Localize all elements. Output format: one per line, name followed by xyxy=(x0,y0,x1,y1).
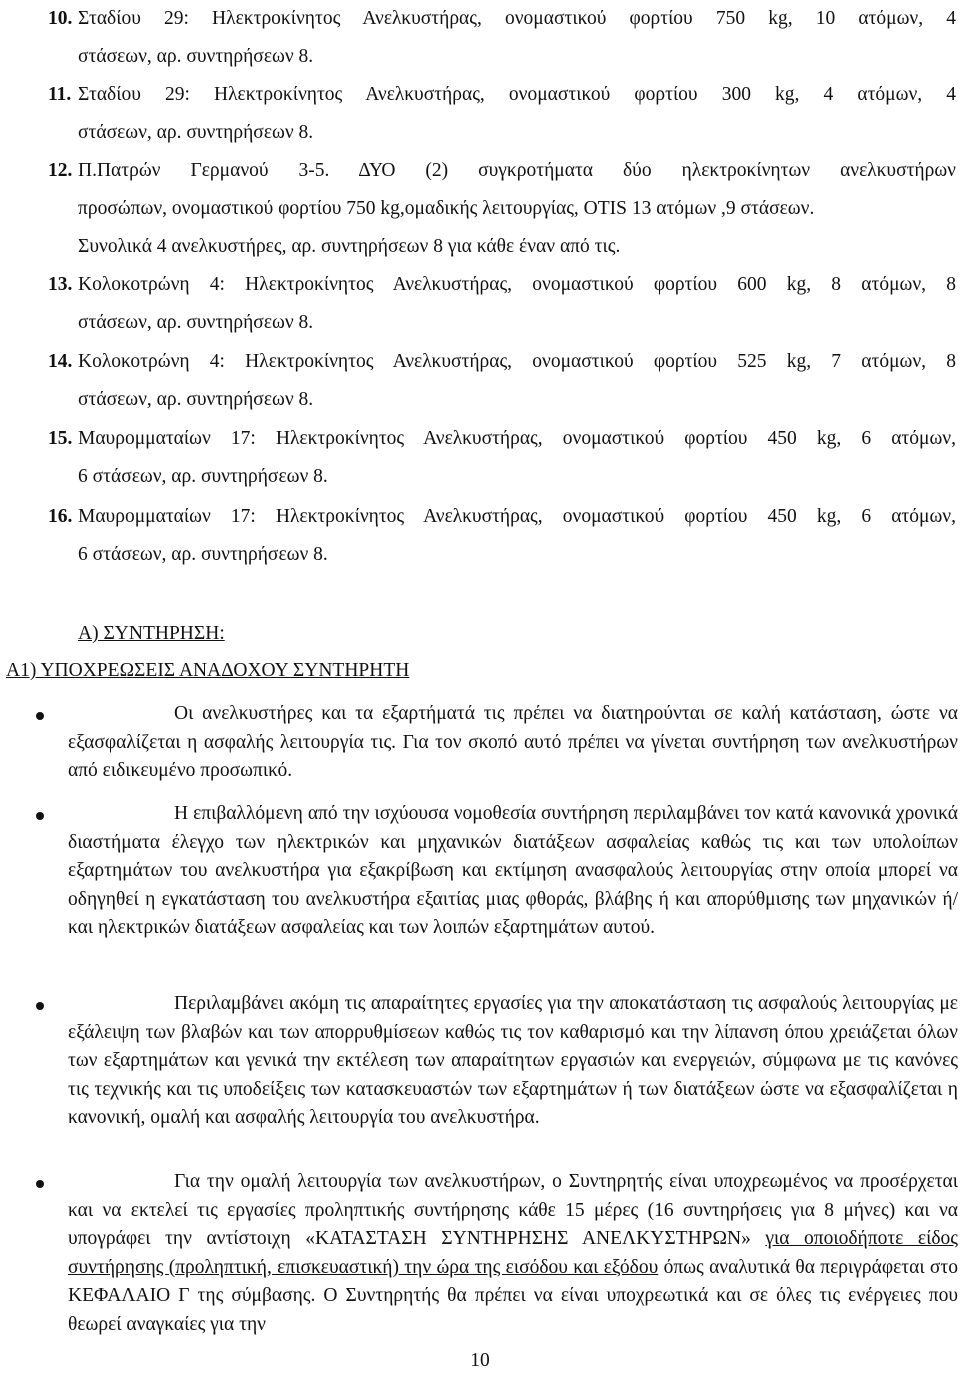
bullet-icon xyxy=(36,1180,44,1188)
item-text: Σταδίου 29: Ηλεκτροκίνητος Ανελκυστήρας, ονομαστικού φορτίου 300 kg, 4 ατόμων, 4 xyxy=(78,84,956,105)
underlined-text: για οποιοδήποτε είδος συντήρησης (προληπτική, επισκευαστική) την ώρα της εισόδου και εξόδου xyxy=(68,1228,958,1278)
item-text-continued: στάσεων, αρ. συντηρήσεων 8. xyxy=(78,312,314,333)
paragraph-text: Οι ανελκυστήρες και τα εξαρτήματά τις πρέπει να διατηρούνται σε καλή κατάσταση, ώστε να εξασφαλίζεται η ασφαλής λειτουργία τις. Για τον σκοπό αυτό πρέπει να γίνεται συντήρηση των ανελκυστήρων από ειδικευμένο προσωπικό. xyxy=(68,703,958,782)
subsection-heading: Α1) ΥΠΟΧΡΕΩΣΕΙΣ ΑΝΑΔΟΧΟΥ ΣΥΝΤΗΡΗΤΗ xyxy=(6,660,410,681)
item-text-continued: 6 στάσεων, αρ. συντηρήσεων 8. xyxy=(78,466,328,487)
item-text: Μαυρομματαίων 17: Ηλεκτροκίνητος Ανελκυστήρας, ονομαστικού φορτίου 450 kg, 6 ατόμων, xyxy=(78,506,956,527)
item-text: Μαυρομματαίων 17: Ηλεκτροκίνητος Ανελκυστήρας, ονομαστικού φορτίου 450 kg, 6 ατόμων, xyxy=(78,428,956,449)
item-text-continued: 6 στάσεων, αρ. συντηρήσεων 8. xyxy=(78,544,328,565)
item-text: Σταδίου 29: Ηλεκτροκίνητος Ανελκυστήρας, ονομαστικού φορτίου 750 kg, 10 ατόμων, 4 xyxy=(78,8,956,29)
bullet-icon xyxy=(36,712,44,720)
paragraph-text: Η επιβαλλόμενη από την ισχύουσα νομοθεσία συντήρηση περιλαμβάνει τον κατά κανονικά χρονικά διαστήματα έλεγχο των ηλεκτρικών και μηχανικών διατάξεων ασφαλείας καθώς τις και των υπολοίπων εξαρτημάτων του ανελκυστήρα για εξακρίβωση και εκτίμηση ανασφαλούς λειτουργίας στην οποία μπορεί να οδηγηθεί η εγκατάσταση του ανελκυστήρα εξαιτίας μιας φθοράς, βλάβης ή και απορύθμισης των μηχανικών ή/και ηλεκτρικών διατάξεων ασφαλείας και των λοιπών εξαρτημάτων αυτού. xyxy=(68,803,958,939)
item-number: 15. xyxy=(48,428,73,449)
page-number: 10 xyxy=(470,1350,490,1371)
item-number: 12. xyxy=(48,160,73,181)
item-text-continued: προσώπων, ονομαστικού φορτίου 750 kg,ομαδικής λειτουργίας, OTIS 13 ατόμων ,9 στάσεων. xyxy=(78,198,815,219)
item-number: 10. xyxy=(48,8,73,29)
item-text-continued: στάσεων, αρ. συντηρήσεων 8. xyxy=(78,46,314,67)
item-text: Κολοκοτρώνη 4: Ηλεκτροκίνητος Ανελκυστήρας, ονομαστικού φορτίου 525 kg, 7 ατόμων, 8 xyxy=(78,351,956,372)
item-text-continued: Συνολικά 4 ανελκυστήρες, αρ. συντηρήσεων 8 για κάθε έναν από τις. xyxy=(78,236,621,257)
item-text: Κολοκοτρώνη 4: Ηλεκτροκίνητος Ανελκυστήρας, ονομαστικού φορτίου 600 kg, 8 ατόμων, 8 xyxy=(78,274,956,295)
list-item xyxy=(0,498,958,574)
list-item xyxy=(0,266,958,342)
list-item xyxy=(0,76,958,152)
list-item xyxy=(0,420,958,496)
bullet-icon xyxy=(36,1002,44,1010)
paragraph-text-continued: όπως αναλυτικά θα περιγράφεται στο ΚΕΦΑΛΑΙΟ Γ της σύμβασης. Ο Συντηρητής θα πρέπει να είναι υποχρεωτικά και σε όλες τις ενέργειες που θεωρεί αναγκαίες για την xyxy=(68,1256,959,1335)
paragraph-text: Περιλαμβάνει ακόμη τις απαραίτητες εργασίες για την αποκατάσταση τις ασφαλούς λειτουργίας με εξάλειψη των βλαβών και των απορρυθμίσεων καθώς τις τον καθαρισμό και την λίπανση όπου χρειάζεται όλων των εξαρτημάτων και γενικά την εκτέλεση των απαραίτητων εργασιών και ενεργειών, σύμφωνα με τις κανόνες τις τεχνικής και τις υποδείξεις των κατασκευαστών των εξαρτημάτων ή των διατάξεων ώστε να εξασφαλίζεται η κανονική, ομαλή και ασφαλής λειτουργία του ανελκυστήρα. xyxy=(68,993,958,1129)
item-number: 11. xyxy=(48,84,72,105)
item-text: Π.Πατρών Γερμανού 3-5. ΔΥΟ (2) συγκροτήματα δύο ηλεκτροκίνητων ανελκυστήρων xyxy=(78,160,956,181)
item-number: 16. xyxy=(48,506,73,527)
item-text-continued: στάσεων, αρ. συντηρήσεων 8. xyxy=(78,389,314,410)
list-item xyxy=(0,343,958,419)
paragraph-text: Για την ομαλή λειτουργία των ανελκυστήρων, ο Συντηρητής είναι υποχρεωμένος να προσέρχεται και να εκτελεί τις εργασίες προληπτικής συντήρησης κάθε 15 μέρες (16 συντηρήσεις για 8 μήνες) και να υπογράφει την αντίστοιχη «ΚΑΤΑΣΤΑΣΗ ΣΥΝΤΗΡΗΣΗΣ ΑΝΕΛΚΥΣΤΗΡΩΝ» xyxy=(68,1171,958,1250)
section-heading: Α) ΣΥΝΤΗΡΗΣΗ: xyxy=(78,623,225,644)
item-number: 14. xyxy=(48,351,73,372)
list-item xyxy=(0,0,958,76)
list-item xyxy=(0,152,958,266)
item-text-continued: στάσεων, αρ. συντηρήσεων 8. xyxy=(78,122,314,143)
bullet-icon xyxy=(36,812,44,820)
item-number: 13. xyxy=(48,274,73,295)
